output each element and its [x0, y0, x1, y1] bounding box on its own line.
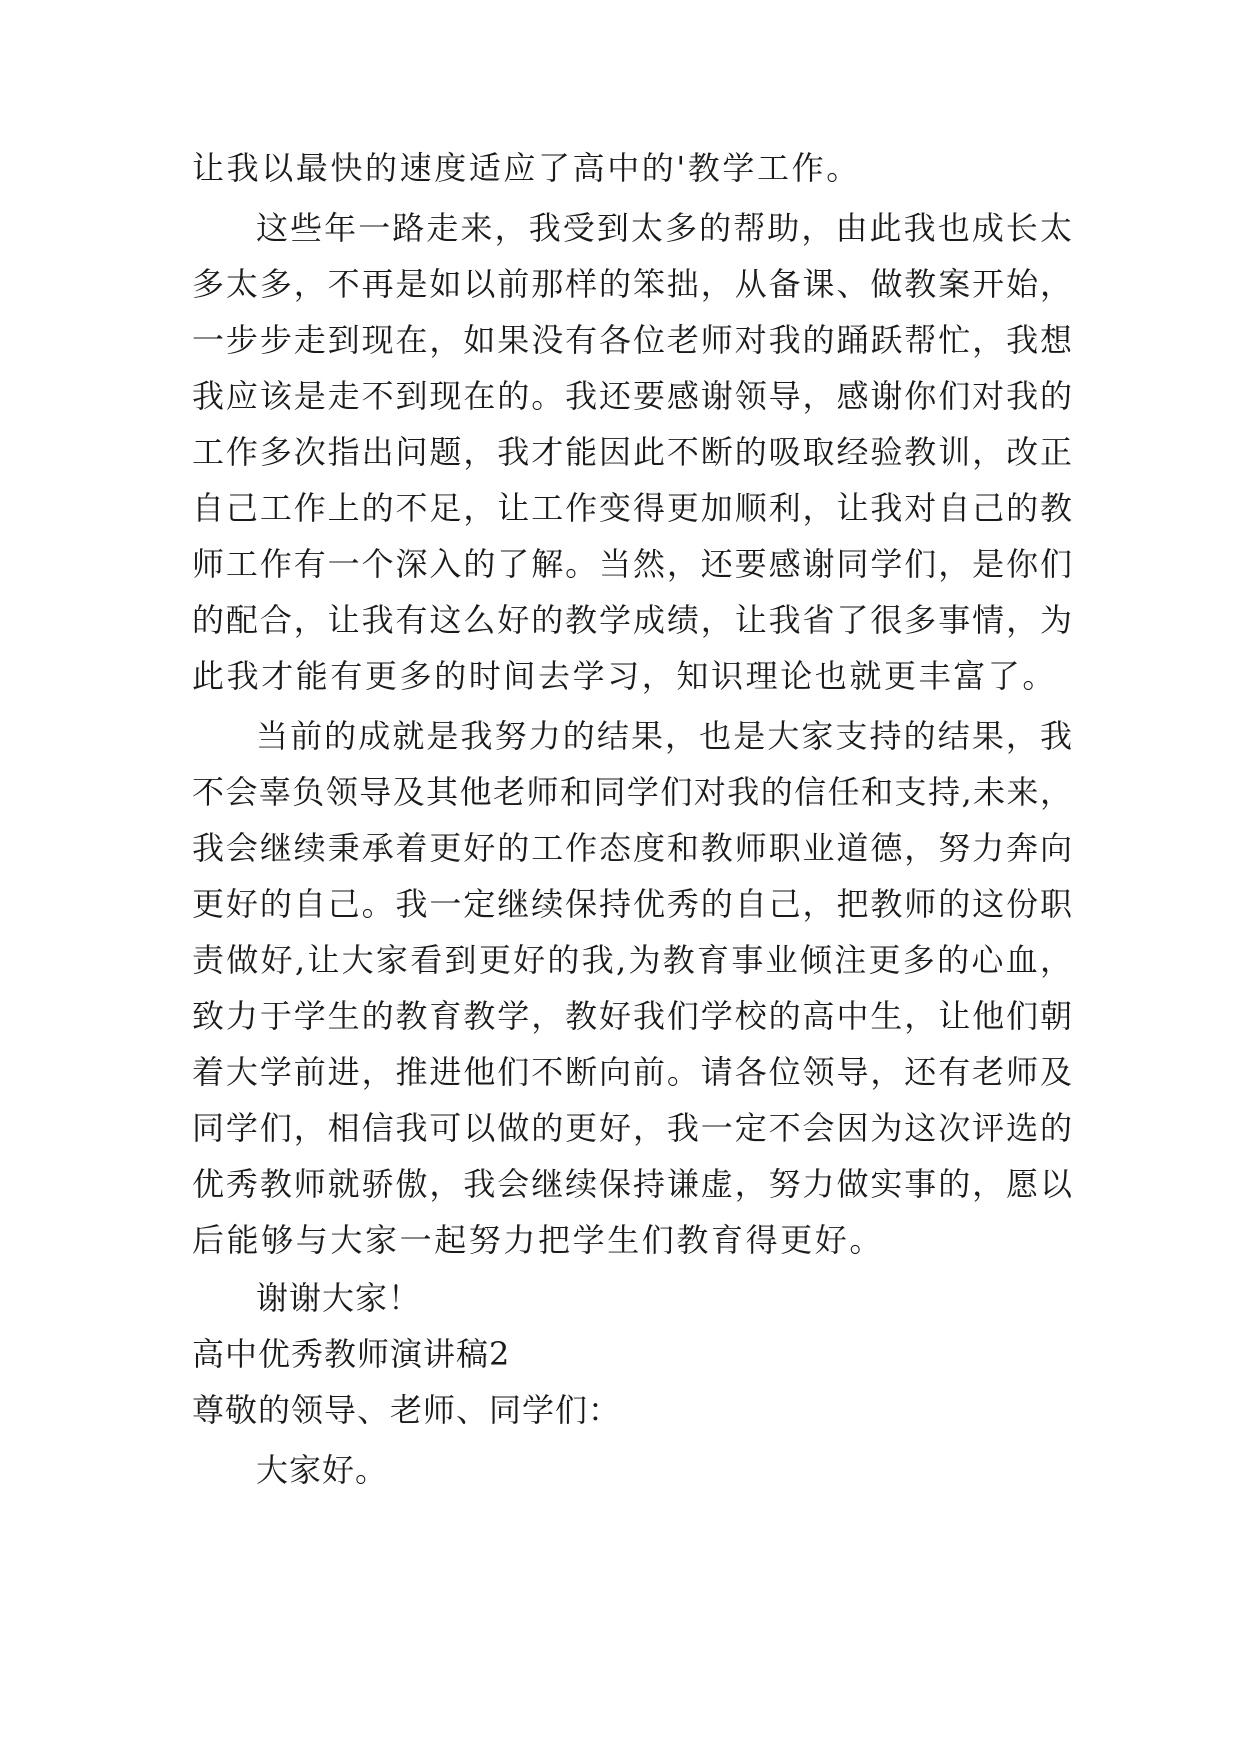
paragraph-line: 优秀教师就骄傲，我会继续保持谦虚，努力做实事的，愿以 [192, 1165, 1072, 1203]
paragraph-line: 工作多次指出问题，我才能因此不断的吸取经验教训，改正 [192, 433, 1072, 471]
section-title: 高中优秀教师演讲稿2 [192, 1335, 511, 1373]
paragraph-line: 多太多，不再是如以前那样的笨拙，从备课、做教案开始， [192, 265, 1072, 303]
paragraph-line: 同学们，相信我可以做的更好，我一定不会因为这次评选的 [192, 1109, 1072, 1147]
closing-line: 谢谢大家！ [256, 1279, 422, 1317]
paragraph-line: 不会辜负领导及其他老师和同学们对我的信任和支持,未来， [192, 773, 1072, 811]
paragraph-line: 的配合，让我有这么好的教学成绩，让我省了很多事情，为 [192, 601, 1072, 639]
paragraph-line: 着大学前进，推进他们不断向前。请各位领导，还有老师及 [192, 1053, 1072, 1091]
paragraph-line: 致力于学生的教育教学，教好我们学校的高中生，让他们朝 [192, 997, 1072, 1035]
paragraph-line: 师工作有一个深入的了解。当然，还要感谢同学们，是你们 [192, 545, 1072, 583]
salutation: 尊敬的领导、老师、同学们： [192, 1391, 622, 1429]
greeting: 大家好。 [256, 1451, 389, 1489]
paragraph-line: 自己工作上的不足，让工作变得更加顺利，让我对自己的教 [192, 489, 1072, 527]
paragraph-line: 一步步走到现在，如果没有各位老师对我的踊跃帮忙，我想 [192, 321, 1072, 359]
paragraph-line: 我应该是走不到现在的。我还要感谢领导，感谢你们对我的 [192, 377, 1072, 415]
paragraph-line: 我会继续秉承着更好的工作态度和教师职业道德，努力奔向 [192, 829, 1072, 867]
paragraph-line: 此我才能有更多的时间去学习，知识理论也就更丰富了。 [192, 657, 1058, 695]
paragraph-line: 更好的自己。我一定继续保持优秀的自己，把教师的这份职 [192, 885, 1072, 923]
paragraph-line: 让我以最快的速度适应了高中的'教学工作。 [192, 149, 861, 187]
paragraph-line: 责做好,让大家看到更好的我,为教育事业倾注更多的心血， [192, 941, 1072, 979]
paragraph-line: 这些年一路走来，我受到太多的帮助，由此我也成长太 [256, 209, 1072, 247]
paragraph-line: 当前的成就是我努力的结果，也是大家支持的结果，我 [256, 717, 1072, 755]
paragraph-line: 后能够与大家一起努力把学生们教育得更好。 [192, 1221, 885, 1259]
